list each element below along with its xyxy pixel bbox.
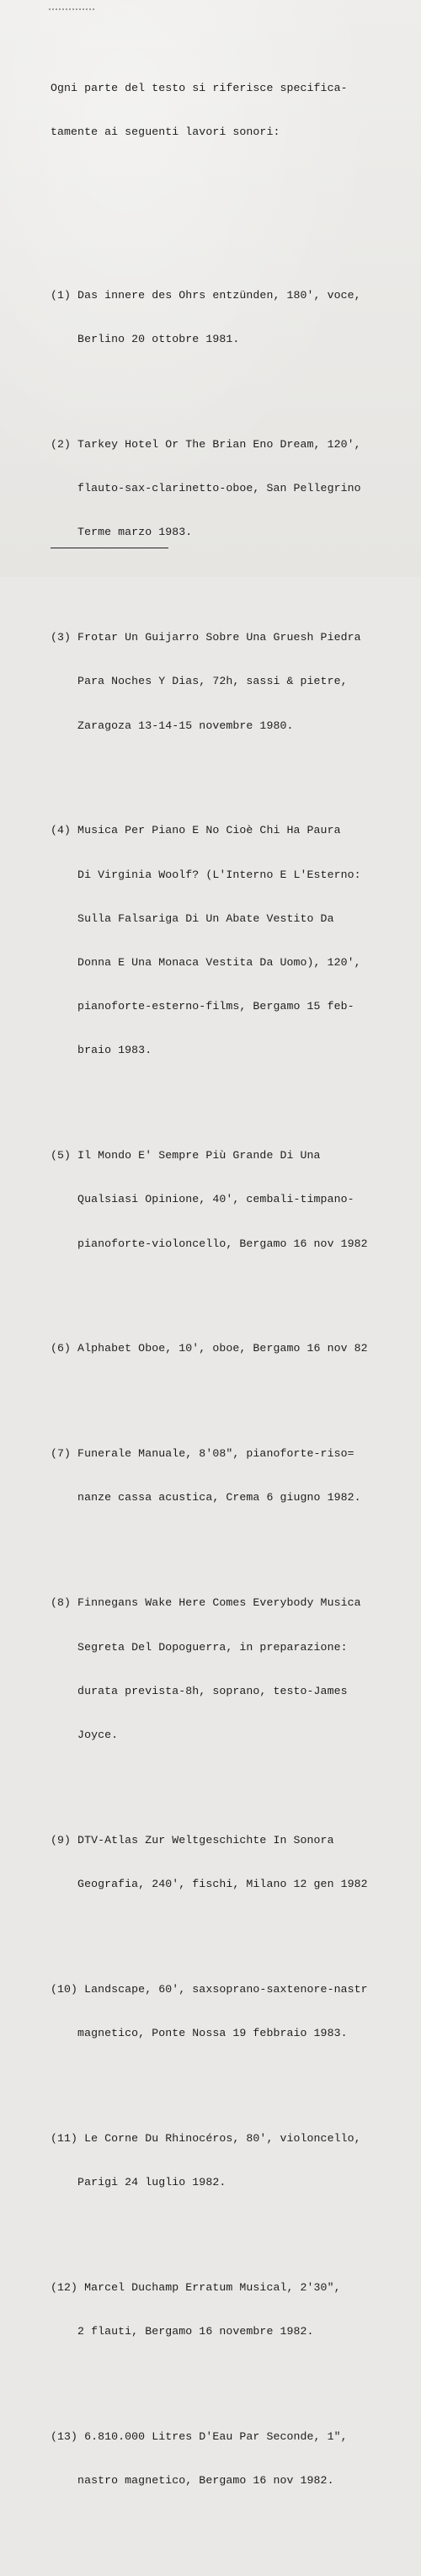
work-entry-10: [51, 1953, 404, 2070]
work-line: Para Noches Y Dias, 72h, sassi & pietre,: [51, 675, 348, 688]
torn-edge-mark: [49, 8, 94, 13]
work-line: (11) Le Corne Du Rhinocéros, 80', violoncello,: [51, 2131, 361, 2145]
work-line: magnetico, Ponte Nossa 19 febbraio 1983.: [51, 2026, 348, 2039]
work-entry-9: [51, 1804, 404, 1921]
intro-line: tamente ai seguenti lavori sonori:: [51, 125, 280, 138]
work-line: (1) Das innere des Ohrs entzünden, 180', voce,: [51, 288, 361, 302]
work-line: (8) Finnegans Wake Here Comes Everybody Musica: [51, 1596, 361, 1610]
work-line: durata prevista-8h, soprano, testo-James: [51, 1684, 348, 1697]
work-line: nanze cassa acustica, Crema 6 giugno 1982.: [51, 1491, 361, 1504]
works-list: [51, 227, 404, 2547]
work-line: Segreta Del Dopoguerra, in preparazione:: [51, 1640, 348, 1654]
work-entry-7: [51, 1417, 404, 1534]
work-line: Berlino 20 ottobre 1981.: [51, 333, 240, 346]
work-entry-13: [51, 2400, 404, 2517]
work-entry-1: [51, 259, 404, 376]
work-entry-3: [51, 601, 404, 762]
work-line: (12) Marcel Duchamp Erratum Musical, 2'30",: [51, 2280, 341, 2294]
work-line: (5) Il Mondo E' Sempre Più Grande Di Una: [51, 1149, 321, 1162]
work-line: (6) Alphabet Oboe, 10', oboe, Bergamo 16 nov 82: [51, 1342, 368, 1355]
work-line: Qualsiasi Opinione, 40', cembali-timpano-: [51, 1193, 354, 1206]
intro-paragraph: [51, 51, 404, 168]
work-entry-11: [51, 2102, 404, 2219]
work-entry-12: [51, 2251, 404, 2368]
work-entry-4: [51, 794, 404, 1088]
work-line: Terme marzo 1983.: [51, 526, 193, 539]
work-line: (10) Landscape, 60', saxsoprano-saxtenore-nastr: [51, 1982, 368, 1996]
work-line: Donna E Una Monaca Vestita Da Uomo), 120',: [51, 955, 361, 969]
work-entry-8: [51, 1567, 404, 1772]
work-entry-6: [51, 1312, 404, 1386]
work-entry-2: [51, 408, 404, 569]
work-line: pianoforte-violoncello, Bergamo 16 nov 1982: [51, 1237, 368, 1250]
work-line: (2) Tarkey Hotel Or The Brian Eno Dream, 120',: [51, 437, 361, 451]
work-line: Di Virginia Woolf? (L'Interno E L'Esterno:: [51, 868, 361, 881]
work-line: (7) Funerale Manuale, 8'08", pianoforte-riso=: [51, 1447, 354, 1461]
work-line: Joyce.: [51, 1728, 119, 1741]
work-line: Geografia, 240', fischi, Milano 12 gen 1982: [51, 1877, 368, 1890]
work-entry-5: [51, 1119, 404, 1280]
work-line: (4) Musica Per Piano E No Cioè Chi Ha Paura: [51, 824, 341, 837]
work-line: nastro magnetico, Bergamo 16 nov 1982.: [51, 2474, 334, 2488]
typed-text-block: [51, 22, 404, 2576]
work-line: Parigi 24 luglio 1982.: [51, 2176, 226, 2189]
work-line: Zaragoza 13-14-15 novembre 1980.: [51, 719, 294, 732]
work-line: Sulla Falsariga Di Un Abate Vestito Da: [51, 911, 334, 925]
work-line: 2 flauti, Bergamo 16 novembre 1982.: [51, 2325, 314, 2338]
work-line: flauto-sax-clarinetto-oboe, San Pellegrino: [51, 482, 361, 495]
intro-line: Ogni parte del testo si riferisce specifica-: [51, 81, 348, 94]
work-line: braio 1983.: [51, 1044, 152, 1057]
work-line: (13) 6.810.000 Litres D'Eau Par Seconde, 1",: [51, 2429, 348, 2443]
work-line: (9) DTV-Atlas Zur Weltgeschichte In Sonora: [51, 1833, 334, 1846]
work-line: pianoforte-esterno-films, Bergamo 15 feb-: [51, 1000, 354, 1013]
work-line: (3) Frotar Un Guijarro Sobre Una Gruesh Piedra: [51, 631, 361, 644]
